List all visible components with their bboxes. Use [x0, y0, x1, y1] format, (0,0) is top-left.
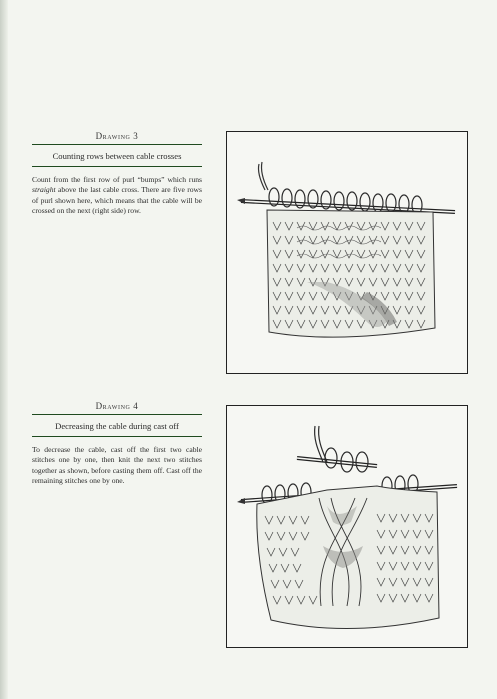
- drawing-4-knitting-illustration: [227, 406, 467, 647]
- drawing-3-illustration-frame: [226, 131, 468, 374]
- drawing-3-knitting-illustration: [227, 132, 467, 373]
- drawing-4-caption: To decrease the cable, cast off the first two cable stitches one by one, then knit the next two stitches together as shown, before casting them off. Cast off the remaining stitches one by one.: [32, 445, 202, 486]
- drawing-4-title: Decreasing the cable during cast off: [32, 421, 202, 437]
- drawing-3-title: Counting rows between cable crosses: [32, 151, 202, 167]
- drawing-3-caption-italic: straight: [32, 185, 56, 195]
- drawing-3-text-block: [32, 131, 202, 217]
- drawing-4-label: Drawing 4: [32, 401, 202, 415]
- drawing-4-illustration-frame: [226, 405, 468, 648]
- drawing-3-caption-part2: above the last cable cross. There are five rows of purl shown here, which means that the cable will be crossed on the next (right side) row.: [32, 185, 202, 216]
- drawing-4-text-block: [32, 401, 202, 487]
- drawing-3-caption-part1: Count from the first row of purl “bumps” which runs: [32, 175, 202, 184]
- page-binding-shadow: [0, 0, 8, 699]
- drawing-3-label: Drawing 3: [32, 131, 202, 145]
- drawing-3-caption: [32, 175, 202, 217]
